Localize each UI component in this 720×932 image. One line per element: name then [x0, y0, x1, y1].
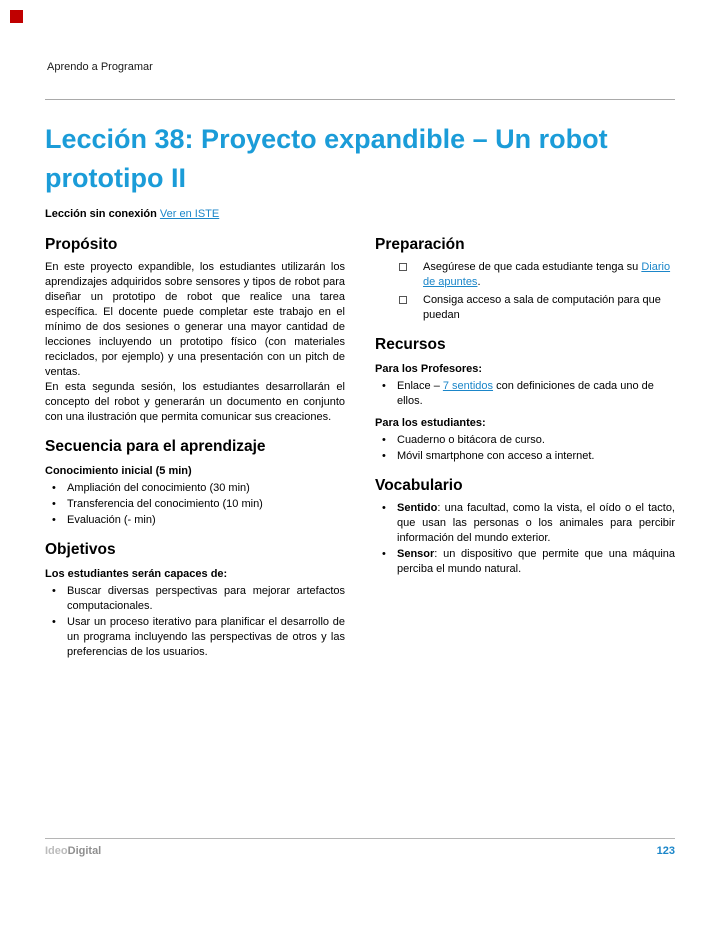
diario-apuntes-link[interactable]: Diario de apuntes [423, 261, 671, 289]
vocab-item [375, 501, 675, 546]
footer-divider [45, 838, 675, 839]
list-item: • Cuaderno o bitácora de curso. [375, 433, 675, 448]
list-item: • Móvil smartphone con acceso a internet. [375, 449, 675, 464]
objetivos-intro: Los estudiantes serán capaces de: [45, 567, 228, 580]
lesson-mode-line [45, 208, 675, 220]
section-heading-objetivos: Objetivos [45, 540, 116, 558]
recursos-profesores-list [375, 379, 675, 409]
list-item: • Transferencia del conocimiento (10 min) [45, 497, 345, 512]
footer-brand-light: Ideo [45, 845, 68, 857]
objetivos-list [45, 584, 345, 660]
checklist-item [375, 260, 675, 290]
vocabulario-list [375, 501, 675, 577]
page-footer [45, 845, 675, 857]
brand-text: Aprendo a Programar [47, 61, 153, 73]
page-title: Lección 38: Proyecto expandible – Un robot prototipo II [45, 124, 608, 194]
checklist-text-pre: Asegúrese de que cada estudiante tenga su [423, 261, 642, 274]
checklist-item-text: Consiga acceso a sala de computación para que puedan [423, 294, 661, 322]
secuencia-intro: Conocimiento inicial (5 min) [45, 464, 192, 477]
siete-sentidos-link[interactable]: 7 sentidos [442, 380, 494, 393]
checklist-item [375, 293, 675, 323]
vocab-item [375, 547, 675, 577]
secuencia-list [45, 481, 345, 528]
list-item: • Ampliación del conocimiento (30 min) [45, 481, 345, 496]
section-heading-vocabulario: Vocabulario [375, 476, 463, 494]
vocab-term: Sentido [397, 502, 438, 515]
footer-brand [45, 845, 101, 857]
list-item: • Evaluación (- min) [45, 513, 345, 528]
recursos-profesores-label: Para los Profesores: [375, 363, 482, 376]
enlace-text-post: con definiciones de cada uno de ellos. [397, 380, 654, 408]
section-heading-preparacion: Preparación [375, 236, 465, 254]
list-item [375, 379, 675, 409]
list-item: • Usar un proceso iterativo para planificar el desarrollo de un programa incluyendo las perspectivas de otros y las preferencias de los usuarios. [45, 615, 345, 660]
recursos-estudiantes-label: Para los estudiantes: [375, 417, 486, 430]
checklist-text-post: . [477, 276, 481, 289]
vocab-definition: : un dispositivo que permite que una máquina perciba el mundo natural. [397, 547, 675, 575]
lesson-mode-label: Lección sin conexión [45, 208, 157, 221]
proposito-paragraph-1: En este proyecto expandible, los estudiantes utilizarán los aprendizajes adquiridos sobre sensores y tipos de robot para diseñar un prototipo de robot que realice una tarea específica. El docente puede completar este trabajo en el mínimo de dos sesiones o generar una mayor cantidad de lecciones incluyendo un prototipo físico (con materiales reciclados, por ejemplo) y una presentación con un pitch de ventas. [45, 261, 345, 379]
list-item: • Buscar diversas perspectivas para mejorar artefactos computacionales. [45, 584, 345, 614]
checklist-item-text [423, 261, 670, 288]
page-number: 123 [656, 845, 675, 857]
vocab-term: Sensor [397, 547, 435, 560]
preparacion-checklist [375, 260, 675, 323]
section-heading-proposito: Propósito [45, 236, 118, 254]
section-heading-secuencia: Secuencia para el aprendizaje [45, 437, 266, 455]
section-heading-recursos: Recursos [375, 336, 446, 354]
checkbox-icon [399, 296, 407, 304]
recursos-estudiantes-list [375, 433, 675, 464]
brand-logo-icon [10, 10, 23, 23]
page-content [45, 120, 675, 666]
header-divider [45, 99, 675, 100]
enlace-text-pre: Enlace – [397, 380, 443, 393]
proposito-paragraph-2: En esta segunda sesión, los estudiantes desarrollarán el concepto del robot y generarán un documento en conjunto con una ilustración que permita comunicar sus creaciones. [45, 380, 345, 423]
right-column [375, 234, 675, 665]
checkbox-icon [399, 263, 407, 271]
vocab-definition: : una facultad, como la vista, el oído o el tacto, que usan las personas o los animales para percibir información del mundo exterior. [397, 502, 675, 544]
iste-link[interactable]: Ver en ISTE [159, 208, 220, 221]
left-column [45, 234, 345, 665]
footer-brand-bold: Digital [67, 845, 102, 857]
two-column-layout [45, 234, 675, 665]
